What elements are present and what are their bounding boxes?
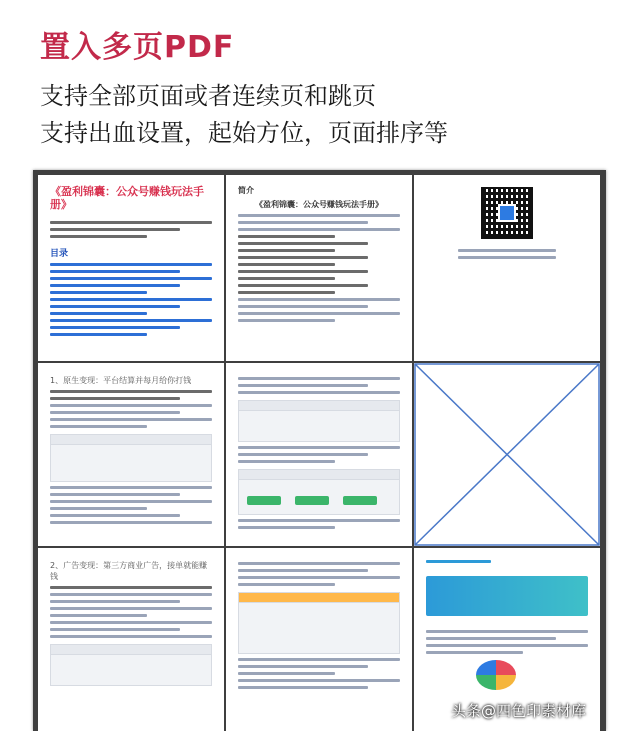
pdf-page-3[interactable] — [414, 175, 600, 361]
page-5-screenshot-bottom — [238, 469, 400, 515]
watermark-credit: 头条@四色印素材库 — [450, 702, 586, 720]
page-2-title: 《盈利锦囊：公众号赚钱玩法手册》 — [255, 200, 383, 209]
pdf-page-5[interactable] — [226, 363, 412, 546]
pdf-page-6-placeholder[interactable] — [414, 363, 600, 546]
pdf-page-grid — [33, 170, 606, 731]
feature-line-1: 支持全部页面或者连续页和跳页 — [40, 82, 376, 110]
page-4-heading: 1、原生变现：平台结算并每月给你打钱 — [50, 376, 192, 385]
page-9-banner — [426, 576, 588, 616]
page-5-screenshot-top — [238, 400, 400, 442]
page-4-screenshot — [50, 434, 212, 482]
pdf-page-1[interactable] — [38, 175, 224, 361]
page-8-screenshot — [238, 592, 400, 654]
page-1-toc-label: 目录 — [50, 249, 69, 259]
feature-line-2: 支持出血设置，起始方位，页面排序等 — [40, 119, 448, 147]
qr-logo-icon — [498, 204, 516, 222]
page-7-heading: 2、广告变现：第三方商业广告，接单就能赚钱 — [50, 561, 208, 581]
page-1-title: 《盈利锦囊：公众号赚钱玩法手册》 — [50, 185, 204, 211]
pdf-page-4[interactable] — [38, 363, 224, 546]
pdf-page-2[interactable] — [226, 175, 412, 361]
slide-title: 置入多页PDF — [40, 30, 235, 65]
page-2-section: 简介 — [238, 186, 254, 195]
pdf-page-7[interactable] — [38, 548, 224, 731]
pdf-page-8[interactable] — [226, 548, 412, 731]
page-7-screenshot — [50, 644, 212, 686]
page-9-pie-icon — [476, 660, 516, 690]
placeholder-cross-icon — [414, 363, 600, 546]
